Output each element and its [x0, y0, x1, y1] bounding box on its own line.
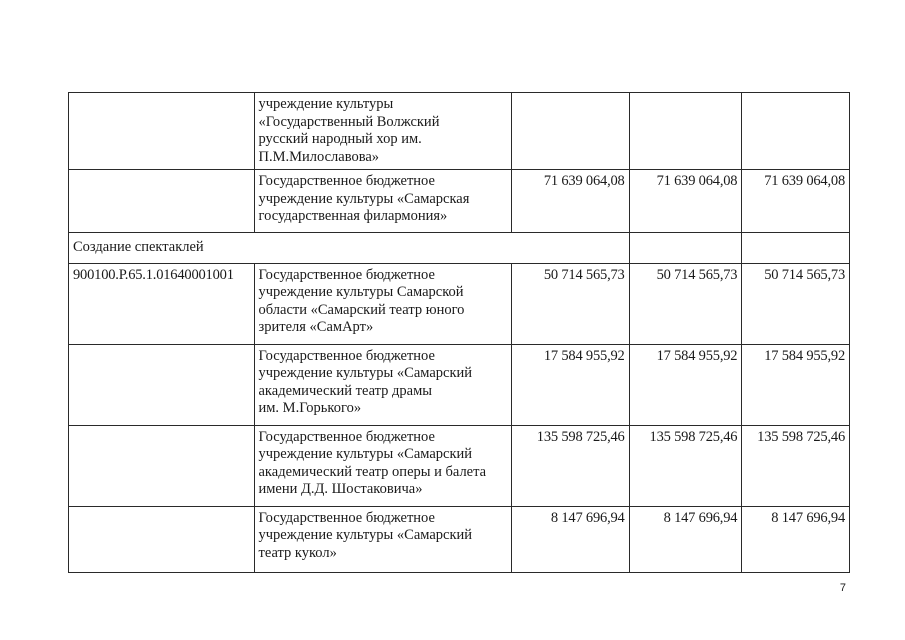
amount-cell-year-3: 71 639 064,08 [742, 170, 850, 233]
amount-cell-year-3 [742, 93, 850, 170]
institution-name-line: учреждение культуры «Самарский [258, 446, 473, 462]
institution-name-line: Государственное бюджетное [258, 509, 435, 526]
table-row [69, 93, 850, 170]
amount-cell-year-3: 135 598 725,46 [742, 425, 850, 506]
amount-cell-year-2: 71 639 064,08 [629, 170, 742, 233]
section-row [69, 233, 850, 264]
institution-name-cell [254, 506, 511, 572]
institution-name-line: театр кукол» [258, 544, 337, 561]
institution-name-line: П.М.Милославова» [258, 148, 380, 165]
institution-name-line: «Государственный Волжский [258, 113, 440, 130]
amount-cell-year-1: 8 147 696,94 [511, 506, 629, 572]
budget-table [68, 92, 850, 573]
institution-name-line: государственная филармония» [258, 208, 448, 224]
table-row [69, 425, 850, 506]
institution-name-line: русский народный хор им. [258, 131, 422, 147]
institution-name-line: Государственное бюджетное [258, 347, 435, 364]
amount-cell-year-1 [511, 93, 629, 170]
institution-name-line: учреждение культуры Самарской [258, 284, 464, 300]
amount-cell-year-2 [629, 93, 742, 170]
institution-name-cell [254, 170, 511, 233]
amount-cell-year-3: 17 584 955,92 [742, 344, 850, 425]
amount-cell-year-3: 8 147 696,94 [742, 506, 850, 572]
amount-cell-year-1: 17 584 955,92 [511, 344, 629, 425]
institution-name-line: имени Д.Д. Шостаковича» [258, 481, 423, 497]
table-row [69, 344, 850, 425]
empty-cell [629, 233, 742, 264]
institution-name-line: учреждение культуры «Самарский [258, 365, 473, 381]
service-code-cell [69, 344, 255, 425]
institution-name-cell [254, 344, 511, 425]
institution-name-line: им. М.Горького» [258, 400, 362, 416]
amount-cell-year-1: 71 639 064,08 [511, 170, 629, 233]
amount-cell-year-1: 50 714 565,73 [511, 263, 629, 344]
amount-cell-year-2: 50 714 565,73 [629, 263, 742, 344]
section-label: Создание спектаклей [69, 233, 630, 264]
service-code-cell [69, 170, 255, 233]
institution-name-line: учреждение культуры [258, 96, 394, 112]
institution-name-line: Государственное бюджетное [258, 428, 435, 445]
service-code-cell [69, 506, 255, 572]
institution-name-line: учреждение культуры «Самарский [258, 527, 473, 543]
amount-cell-year-2: 8 147 696,94 [629, 506, 742, 572]
institution-name-line: Государственное бюджетное [258, 266, 435, 283]
table-row [69, 170, 850, 233]
institution-name-cell [254, 93, 511, 170]
empty-cell [742, 233, 850, 264]
table-row [69, 263, 850, 344]
institution-name-cell [254, 425, 511, 506]
table-row [69, 506, 850, 572]
institution-name-line: зрителя «СамАрт» [258, 319, 374, 335]
service-code-cell: 900100.Р.65.1.01640001001 [69, 263, 255, 344]
page-number: 7 [839, 582, 846, 594]
institution-name-line: учреждение культуры «Самарская [258, 190, 470, 207]
institution-name-line: академический театр оперы и балета [258, 463, 487, 480]
service-code-cell [69, 425, 255, 506]
amount-cell-year-2: 17 584 955,92 [629, 344, 742, 425]
institution-name-line: академический театр драмы [258, 382, 433, 399]
amount-cell-year-2: 135 598 725,46 [629, 425, 742, 506]
institution-name-line: Государственное бюджетное [258, 173, 435, 189]
institution-name-line: области «Самарский театр юного [258, 301, 465, 318]
amount-cell-year-1: 135 598 725,46 [511, 425, 629, 506]
table-body [69, 93, 850, 573]
institution-name-cell [254, 263, 511, 344]
amount-cell-year-3: 50 714 565,73 [742, 263, 850, 344]
service-code-cell [69, 93, 255, 170]
